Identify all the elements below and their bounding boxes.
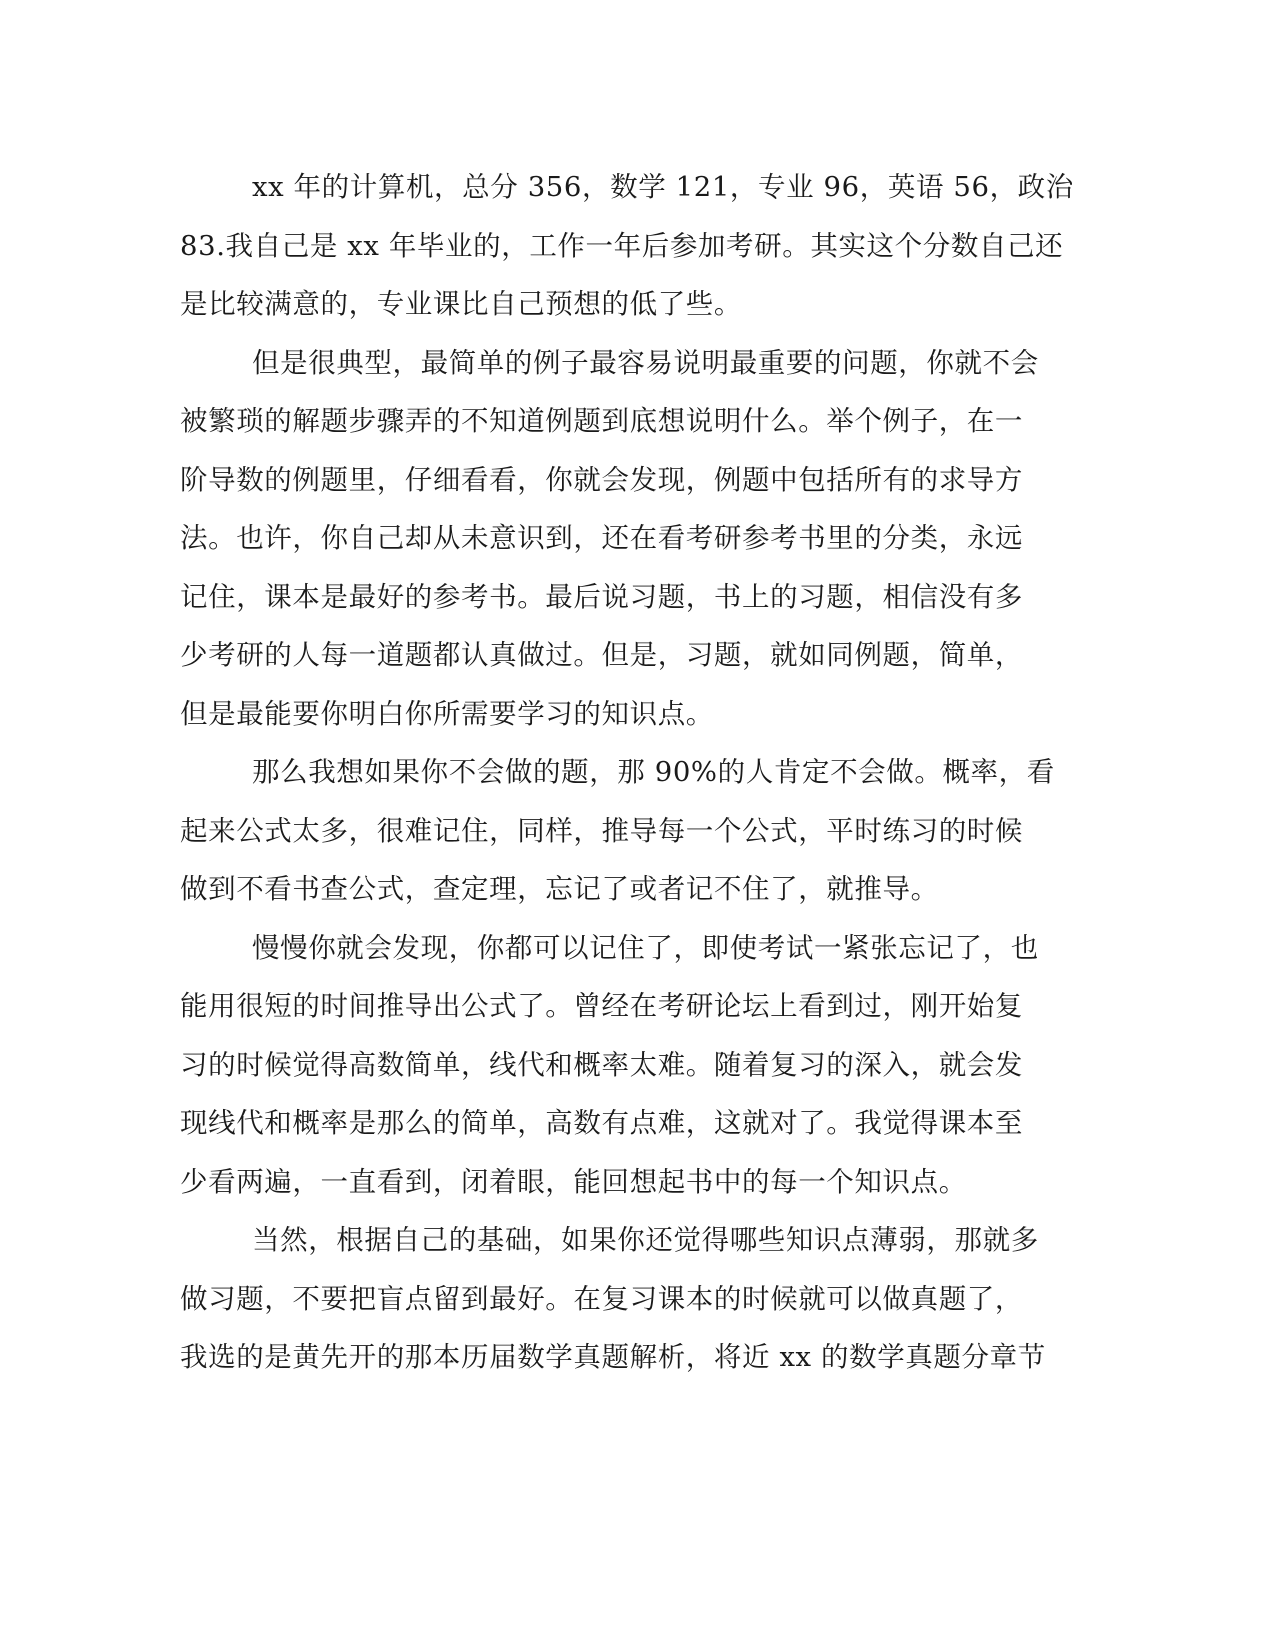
text-line: 记住，课本是最好的参考书。最后说习题，书上的习题，相信没有多 bbox=[180, 580, 1023, 613]
text-line: 阶导数的例题里，仔细看看，你就会发现，例题中包括所有的求导方 bbox=[180, 463, 1023, 496]
text-line: 我选的是黄先开的那本历届数学真题解析，将近 xx 的数学真题分章节 bbox=[180, 1341, 1046, 1373]
document-body bbox=[180, 158, 1074, 1387]
text-line: 当然，根据自己的基础，如果你还觉得哪些知识点薄弱，那就多 bbox=[252, 1224, 1039, 1256]
text-line: 少看两遍，一直看到，闭着眼，能回想起书中的每一个知识点。 bbox=[180, 1165, 967, 1198]
text-line: 被繁琐的解题步骤弄的不知道例题到底想说明什么。举个例子，在一 bbox=[180, 405, 1023, 437]
text-line: 法。也许，你自己却从未意识到，还在看考研参考书里的分类，永远 bbox=[180, 522, 1023, 554]
paragraph-1 bbox=[180, 158, 1074, 334]
text-line: 做习题，不要把盲点留到最好。在复习课本的时候就可以做真题了， bbox=[180, 1282, 1023, 1315]
text-line: 83.我自己是 xx 年毕业的，工作一年后参加考研。其实这个分数自己还 bbox=[180, 229, 1064, 262]
text-line: xx 年的计算机，总分 356，数学 121，专业 96，英语 56，政治 bbox=[252, 171, 1074, 203]
paragraph-2 bbox=[180, 334, 1039, 744]
paragraph-3 bbox=[180, 743, 1055, 919]
text-line: 现线代和概率是那么的简单，高数有点难，这就对了。我觉得课本至 bbox=[180, 1107, 1023, 1139]
text-line: 但是最能要你明白你所需要学习的知识点。 bbox=[180, 697, 714, 730]
paragraph-5 bbox=[180, 1211, 1046, 1387]
text-line: 那么我想如果你不会做的题，那 90%的人肯定不会做。概率，看 bbox=[252, 756, 1055, 788]
text-line: 少考研的人每一道题都认真做过。但是，习题，就如同例题，简单， bbox=[180, 639, 1023, 671]
text-line: 做到不看书查公式，查定理，忘记了或者记不住了，就推导。 bbox=[180, 873, 939, 905]
text-line: 但是很典型，最简单的例子最容易说明最重要的问题，你就不会 bbox=[252, 346, 1039, 379]
text-line: 是比较满意的，专业课比自己预想的低了些。 bbox=[180, 288, 742, 320]
text-line: 能用很短的时间推导出公式了。曾经在考研论坛上看到过，刚开始复 bbox=[180, 990, 1023, 1022]
text-line: 习的时候觉得高数简单，线代和概率太难。随着复习的深入，就会发 bbox=[180, 1048, 1023, 1081]
text-line: 慢慢你就会发现，你都可以记住了，即使考试一紧张忘记了，也 bbox=[252, 931, 1039, 964]
paragraph-4 bbox=[180, 919, 1039, 1212]
text-line: 起来公式太多，很难记住，同样，推导每一个公式，平时练习的时候 bbox=[180, 814, 1023, 847]
